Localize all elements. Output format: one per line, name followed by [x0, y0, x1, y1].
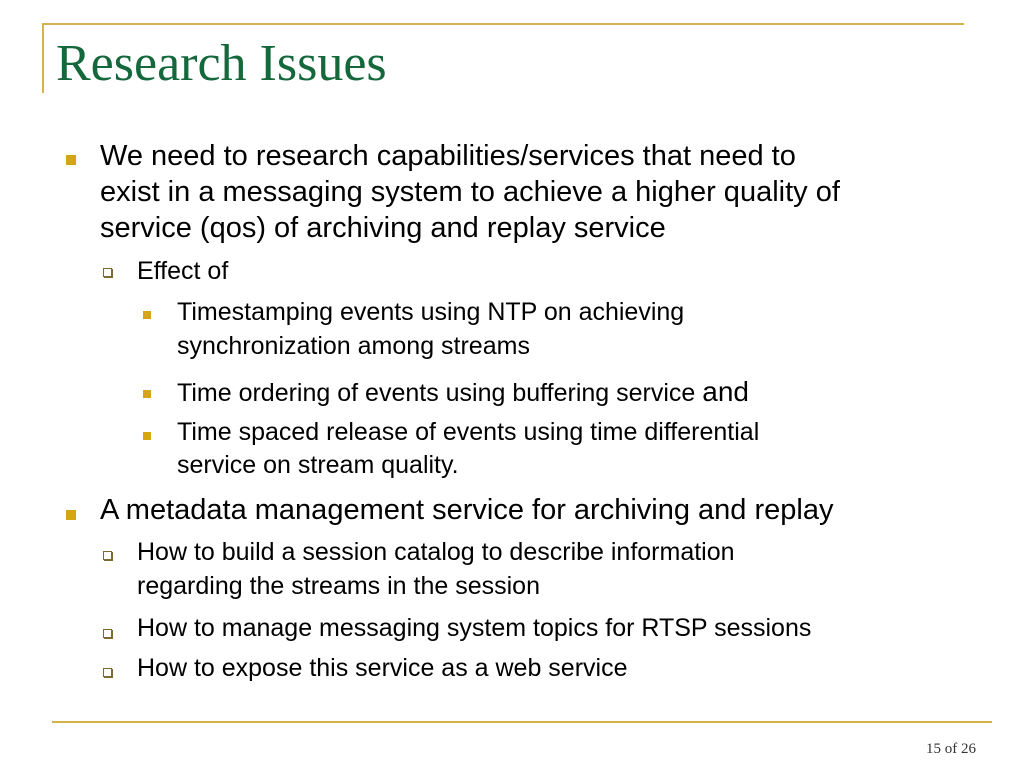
frame-top-line — [44, 23, 964, 25]
sub-item-effect-of: Effect of — [137, 257, 229, 285]
level3-item-3-line-1: Time spaced release of events using time differential — [177, 418, 760, 446]
hollow-square-bullet-icon — [103, 551, 112, 560]
sub-item-2: How to manage messaging system topics for RTSP sessions — [137, 614, 812, 642]
page-number — [926, 741, 976, 758]
level3-item-2-text: Time ordering of events using buffering service — [177, 379, 696, 407]
square-bullet-icon — [143, 311, 151, 319]
bullet-1-line-1: We need to research capabilities/services that need to — [100, 140, 796, 172]
sub-item-1-line-2: regarding the streams in the session — [137, 572, 540, 600]
bullet-1-line-2: exist in a messaging system to achieve a higher quality of — [100, 176, 840, 208]
hollow-square-bullet-icon — [103, 268, 112, 277]
hollow-square-bullet-icon — [103, 668, 112, 677]
frame-left-line — [42, 23, 44, 93]
level3-item-2-suffix: and — [702, 376, 749, 407]
bullet-1-line-3: service (qos) of archiving and replay service — [100, 212, 666, 244]
level3-item-2 — [177, 376, 749, 408]
sub-item-3: How to expose this service as a web service — [137, 654, 628, 682]
page-total: 26 — [961, 741, 976, 757]
level3-item-1-line-2: synchronization among streams — [177, 332, 530, 360]
frame-bottom-line — [52, 721, 992, 723]
page-of: of — [944, 741, 958, 757]
square-bullet-icon — [66, 510, 76, 520]
level3-item-1-line-1: Timestamping events using NTP on achieving — [177, 298, 685, 326]
sub-item-1-line-1: How to build a session catalog to describe information — [137, 538, 735, 566]
page-current: 15 — [926, 741, 941, 757]
square-bullet-icon — [143, 390, 151, 398]
hollow-square-bullet-icon — [103, 629, 112, 638]
level3-item-3-line-2: service on stream quality. — [177, 451, 459, 479]
slide-title: Research Issues — [56, 35, 387, 92]
bullet-2-text: A metadata management service for archiving and replay — [100, 494, 834, 526]
square-bullet-icon — [143, 432, 151, 440]
square-bullet-icon — [66, 155, 76, 165]
